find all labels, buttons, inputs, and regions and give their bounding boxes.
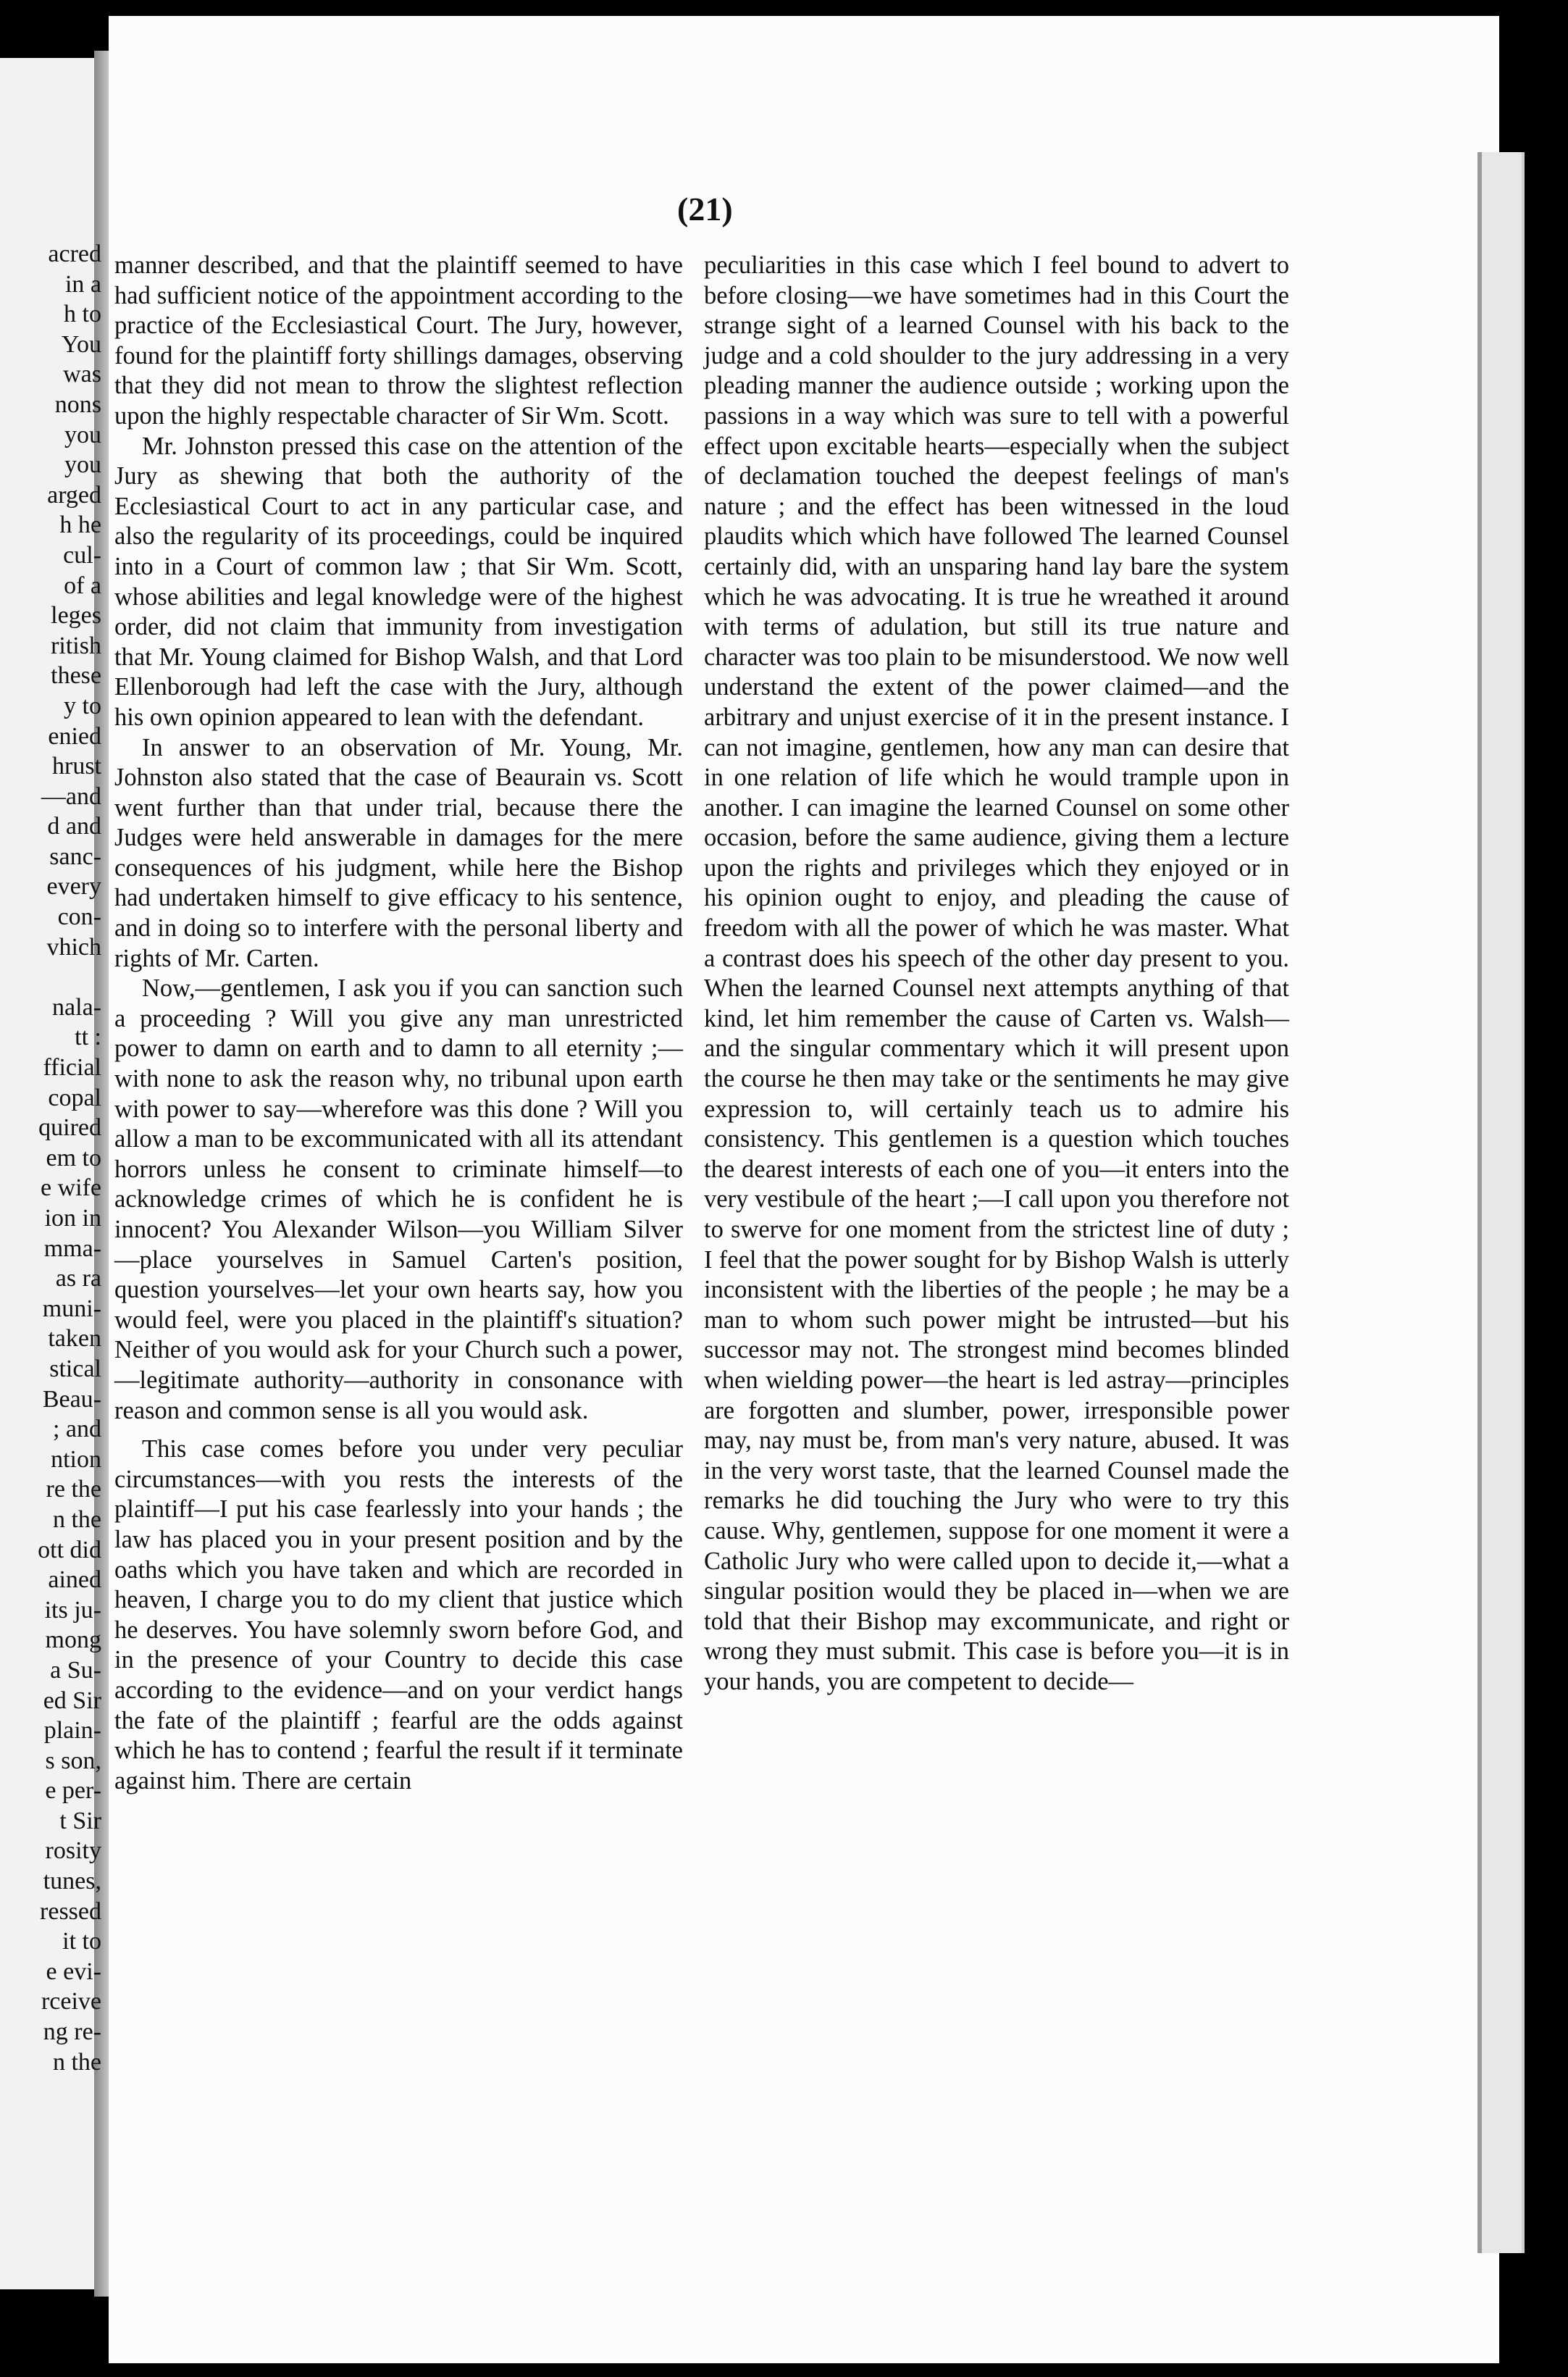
previous-page-line: rosity — [45, 1837, 101, 1865]
previous-page-line: you — [64, 451, 101, 479]
previous-page-line: n the — [52, 1505, 101, 1533]
previous-page-line: n the — [52, 2048, 101, 2076]
page-number: (21) — [677, 191, 733, 227]
paragraph: This case comes before you under very peculiar circumstances—with you rests the interests of the plaintiff—I put his case fearlessly into your hands ; the law has placed you in your present position and by the oaths which you have taken and which are recorded in heaven, I charge you to do my client that justice which he deserves. You have solemnly sworn before God, and in the presence of your Country to decide this case according to the evidence—and on your verdict hangs the fate of the plaintiff ; fearful are the odds against which he has to contend ; fearful the result if it terminate against him. There are certain — [114, 1435, 683, 1795]
left-column — [114, 251, 683, 1796]
previous-page-line: hrust — [52, 753, 101, 780]
previous-page-line: s son, — [45, 1747, 101, 1774]
previous-page-line: in a — [64, 270, 101, 298]
previous-page-line: acred — [48, 241, 101, 267]
previous-page-line: mong — [45, 1626, 101, 1654]
previous-page-line: enied — [48, 722, 101, 750]
previous-page-line: em to — [46, 1144, 101, 1171]
previous-page-line: Beau- — [42, 1385, 101, 1413]
paragraph: peculiarities in this case which I feel bound to advert to before closing—we have sometimes had in this Court the strange sight of a learned Counsel with his back to the judge and a cold shoulder to the jury addressing in a very pleading manner the audience outside ; working upon the passions in a way which was sure to tell with a powerful effect upon excitable hearts—especially when the subject of declamation touched the deepest feelings of man's nature ; and the effect has been witnessed in the loud plaudits which which have followed The learned Counsel certainly did, with an unsparing hand lay bare the system which he was advocating. It is true he wreathed it around with terms of adulation, but still its true nature and character was too plain to be misunderstood. We now well understand the extent of the power claimed—and the arbitrary and unjust exercise of it in the present instance. I can not imagine, gentlemen, how any man can desire that in one relation of life which he would trample upon in another. I can imagine the learned Counsel on some other occasion, before the same audience, giving them a lecture upon the rights and privileges which they enjoyed or in his opinion ought to enjoy, and pleading the cause of freedom with all the power of which he was master. What a contrast does his speech of the other day present to you. When the learned Counsel next attempts anything of that kind, let him remember the cause of Carten vs. Walsh—and the singular commentary which it will present upon the course he then may take or the sentiments he may give expression to, will certainly teach us to admire his consistency. This gentlemen is a question which touches the dearest interests of each one of you—it enters into the very vestibule of the heart ;—I call upon you therefore not to swerve for one moment from the strictest line of duty ; I feel that the power sought for by Bishop Walsh is utterly inconsistent with the liberties of the people ; he may be a man to whom such power might be intrusted—but his successor may not. The strongest mind becomes blinded when wielding power—the heart is led astray—principles are forgotten and slumber, power, irresponsible power may, nay must be, from man's very nature, abused. It was in the very worst taste, that the learned Counsel made the remarks he did touching the Jury who were to try this cause. Why, gentlemen, suppose for one moment it were a Catholic Jury who were called upon to decide it,—what a singular position would they be placed in—when we are told that their Bishop may excommunicate, and right or wrong they must submit. This case is before you—it is in your hands, you are competent to decide— — [704, 251, 1289, 1695]
previous-page-line: fficial — [43, 1054, 101, 1082]
previous-page-line: —and — [41, 782, 101, 810]
previous-page-line: these — [51, 662, 101, 690]
previous-page-line: h to — [64, 301, 101, 328]
previous-page-line: every — [46, 873, 101, 901]
previous-page-line: ritish — [51, 632, 101, 659]
previous-page-line: ed Sir — [43, 1687, 101, 1714]
paragraph: Mr. Johnston pressed this case on the attention of the Jury as shewing that both the authority of the Ecclesiastical Court to act in any particular case, and also the regularity of its proceedings, could be inquired into in a Court of common law ; that Sir Wm. Scott, whose abilities and legal knowledge were of the highest order, did not claim that immunity from investigation that Mr. Young claimed for Bishop Walsh, and that Lord Ellenborough had left the case with the Jury, although his own opinion appeared to lean with the defendant. — [114, 432, 683, 731]
previous-page-line: ained — [48, 1566, 101, 1594]
right-column — [704, 251, 1289, 1697]
previous-page-line: arged — [47, 481, 101, 509]
previous-page-line: a Su- — [50, 1656, 101, 1684]
previous-page-line: its ju- — [44, 1596, 101, 1624]
previous-page-line: con- — [57, 903, 101, 931]
previous-page-line: leges — [51, 602, 101, 630]
previous-page-line: you — [64, 421, 101, 448]
previous-page-line: quired — [38, 1114, 101, 1142]
previous-page-line: nala- — [52, 993, 101, 1021]
paragraph: manner described, and that the plaintiff seemed to have had sufficient notice of the appointment according to the practice of the Ecclesiastical Court. The Jury, however, found for the plaintiff forty shillings damages, observing that they did not mean to throw the slightest reflection upon the highly respectable character of Sir Wm. Scott. — [114, 251, 683, 430]
previous-page-line: sanc- — [49, 843, 101, 870]
previous-page-line: h he — [59, 511, 101, 539]
previous-page-line: copal — [48, 1084, 101, 1111]
page-edge — [1477, 152, 1525, 2253]
paragraph: Now,—gentlemen, I ask you if you can sanction such a proceeding ? Will you give any man unrestricted power to damn on earth and to damn to all eternity ;—with none to ask the reason why, no tribunal upon earth with power to say—wherefore was this done ? Will you allow a man to be excommunicated with all its attendant horrors unless he consent to criminate himself—to acknowledge crimes of which he is confident he is innocent? You Alexander Wilson—you William Silver—place yourselves in Samuel Carten's position, question yourselves—let your own hearts say, how you would feel, were you placed in the plaintiff's situation? Neither of you would ask for your Church such a power,—legitimate authority—authority in consonance with reason and common sense is all you would ask. — [114, 974, 683, 1424]
previous-page-line: e per- — [45, 1777, 101, 1805]
previous-page-line: tt : — [75, 1024, 101, 1051]
previous-page-line: stical — [49, 1355, 101, 1382]
previous-page-line: ntion — [51, 1445, 101, 1473]
previous-page-line: vhich — [46, 933, 101, 961]
previous-page-line: d and — [47, 813, 101, 840]
previous-page-line: as ra — [55, 1265, 101, 1292]
previous-page-line: cul- — [63, 541, 101, 569]
previous-page-line: re the — [46, 1476, 101, 1503]
previous-page-line: was — [63, 361, 101, 388]
previous-page-line: ion in — [44, 1205, 101, 1232]
previous-page-fragments — [0, 239, 101, 2076]
previous-page-line: e evi- — [46, 1958, 101, 1985]
previous-page-line: it to — [62, 1928, 101, 1955]
previous-page-line: ng re- — [43, 2018, 101, 2046]
previous-page-line: rceive — [41, 1988, 101, 2015]
previous-page-line: tunes, — [43, 1868, 101, 1895]
previous-page-line: e wife — [40, 1174, 101, 1202]
previous-page-line: You — [61, 330, 101, 358]
previous-page-line: y to — [64, 692, 101, 719]
previous-page-line: plain- — [43, 1717, 101, 1745]
previous-page-line: ; and — [52, 1416, 101, 1443]
paragraph: In answer to an observation of Mr. Young, Mr. Johnston also stated that the case of Beaurain vs. Scott went further than that under trial, because there the Judges were held answerable in damages for the mere consequences of his judgment, while here the Bishop had undertaken himself to give efficacy to his sentence, and in doing so to interfere with the personal liberty and rights of Mr. Carten. — [114, 733, 683, 972]
previous-page-line: mma- — [43, 1235, 101, 1262]
previous-page-line: ott did — [38, 1536, 101, 1563]
previous-page-line: t Sir — [59, 1807, 101, 1834]
previous-page-line: nons — [54, 390, 101, 418]
previous-page-line: ressed — [40, 1897, 101, 1925]
previous-page-line: taken — [48, 1325, 101, 1353]
previous-page-line — [0, 962, 101, 993]
previous-page-line: muni- — [42, 1295, 101, 1322]
previous-page-line: of a — [64, 572, 101, 599]
